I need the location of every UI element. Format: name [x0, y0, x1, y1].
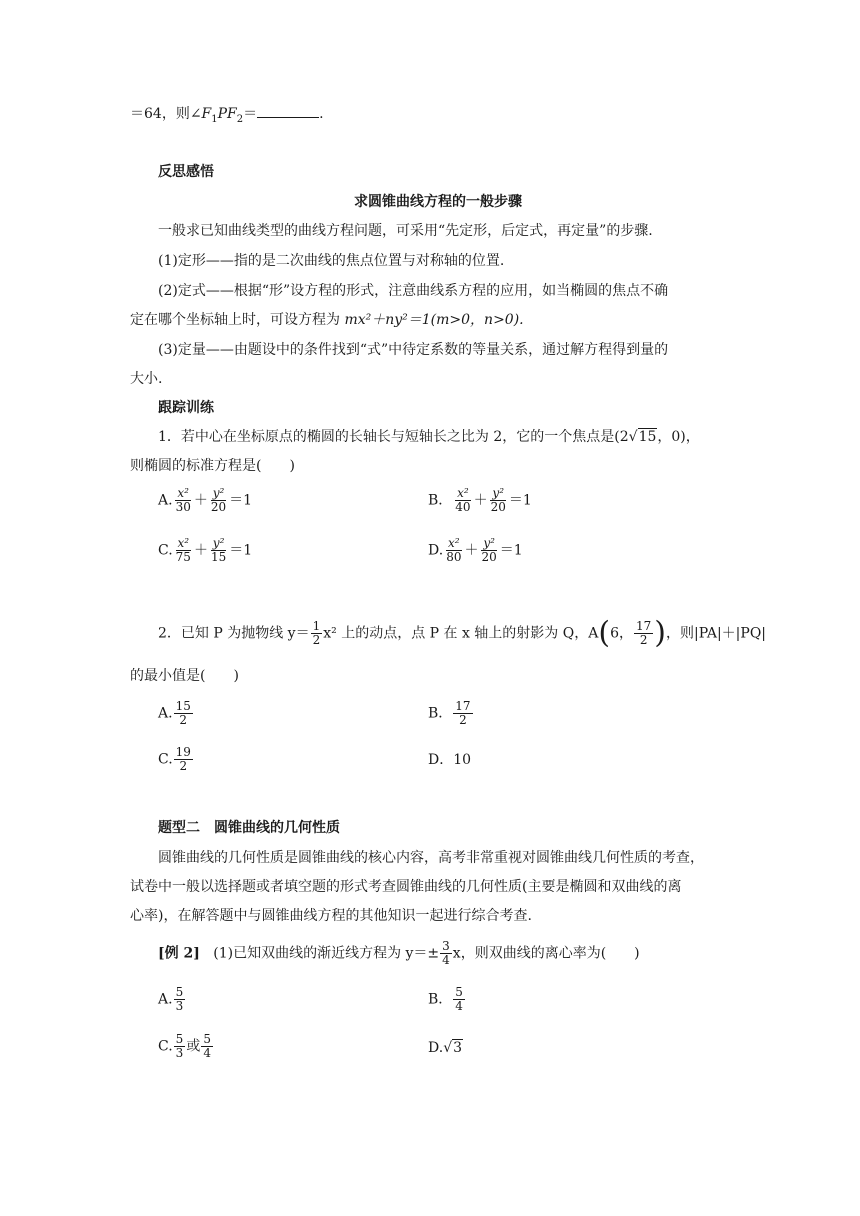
text: (1)已知双曲线的渐近线方程为 y＝±: [213, 945, 440, 962]
den: 4: [455, 999, 463, 1013]
text: 2．已知 P 为抛物线 y＝: [158, 625, 310, 642]
reflection-heading: 反思感悟: [158, 164, 214, 180]
text: PF: [217, 106, 237, 122]
den: 40: [455, 500, 471, 514]
bracket: ): [654, 615, 666, 651]
paragraph: [130, 311, 524, 329]
label: A.: [158, 991, 173, 1008]
den: 15: [210, 550, 227, 564]
den: 20: [481, 550, 497, 564]
num: 17: [455, 699, 471, 713]
section-heading: 题型二 圆锥曲线的几何性质: [158, 820, 340, 836]
text: 或: [186, 1038, 201, 1055]
fraction: [444, 537, 463, 564]
den: 30: [175, 500, 191, 514]
bracket: (: [598, 615, 611, 651]
fraction: [174, 537, 193, 564]
fraction: [311, 620, 323, 647]
num: x²: [177, 536, 190, 550]
paragraph: 大小.: [130, 371, 163, 387]
num: 19: [175, 745, 191, 759]
num: 3: [442, 939, 450, 953]
text: x，则双曲线的离心率为( ): [452, 945, 640, 962]
fraction: [479, 537, 498, 564]
label: C.: [158, 1038, 173, 1055]
label: A.: [158, 492, 173, 509]
den: 2: [179, 713, 188, 727]
fraction: [453, 700, 472, 727]
value: 10: [453, 752, 472, 768]
question-2-stem-2: 的最小值是( ): [130, 668, 239, 684]
fraction: [174, 700, 193, 727]
paragraph: (2)定式——根据“形”设方程的形式，注意曲线系方程的应用，如当椭圆的焦点不确: [158, 283, 669, 299]
fraction: [634, 620, 653, 647]
paragraph: 圆锥曲线的几何性质是圆锥曲线的核心内容，高考非常重视对圆锥曲线几何性质的考查，: [158, 850, 704, 866]
question-1-stem: 1．若中心在坐标原点的椭圆的长轴长与短轴长之比为 2，它的一个焦点是(2√15，0)，: [158, 429, 700, 445]
text: ，则|PA|＋|PQ|: [666, 625, 767, 642]
q2-option-b[interactable]: [428, 700, 474, 727]
text: 6，: [610, 625, 633, 642]
num: 5: [175, 985, 184, 999]
fraction: [174, 1033, 186, 1060]
op: ＋: [193, 492, 208, 509]
q2-option-c[interactable]: [158, 746, 194, 773]
num: y²: [212, 486, 225, 500]
q2-option-d[interactable]: [428, 751, 471, 769]
fraction: [174, 487, 193, 514]
example-2-stem: [158, 940, 640, 967]
num: 1: [312, 619, 321, 633]
fraction: [209, 487, 228, 514]
label: C.: [158, 751, 173, 768]
den: 4: [203, 1046, 211, 1060]
text: ＝: [243, 106, 258, 122]
q1-option-d[interactable]: [428, 537, 523, 564]
paragraph: 心率)，在解答题中与圆锥曲线方程的其他知识一起进行综合考查.: [130, 908, 532, 924]
label: A.: [158, 705, 173, 722]
num: 15: [175, 699, 191, 713]
ex2-option-b[interactable]: [428, 986, 466, 1013]
num: 17: [636, 619, 652, 633]
den: 2: [459, 713, 467, 727]
answer-blank: [257, 105, 319, 118]
text: F: [201, 106, 212, 122]
ex2-option-c[interactable]: [158, 1033, 214, 1060]
eq: ＝1: [229, 542, 253, 559]
den: 4: [442, 953, 450, 967]
eq: ＝1: [229, 492, 253, 509]
q1-option-b[interactable]: [428, 487, 532, 514]
num: y²: [483, 536, 495, 550]
q2-option-a[interactable]: [158, 700, 194, 727]
paragraph: 试卷中一般以选择题或者填空题的形式考查圆锥曲线的几何性质(主要是椭圆和双曲线的离: [130, 879, 682, 895]
sqrt: 15: [638, 429, 657, 445]
training-heading: 跟踪训练: [158, 400, 214, 416]
den: 75: [175, 550, 191, 564]
reflection-title: 求圆锥曲线方程的一般步骤: [354, 194, 522, 210]
sqrt: 3: [453, 1040, 463, 1056]
label: D．: [428, 752, 454, 768]
fraction: [201, 1033, 213, 1060]
text: 1．若中心在坐标原点的椭圆的长轴长与短轴长之比为 2，它的一个焦点是(2: [158, 429, 629, 445]
den: 3: [175, 1046, 184, 1060]
num: 5: [203, 1032, 211, 1046]
num: x²: [177, 486, 189, 500]
text: 2: [236, 113, 244, 125]
den: 2: [179, 759, 188, 773]
den: 20: [490, 500, 506, 514]
fraction: [453, 986, 465, 1013]
den: 2: [312, 633, 321, 647]
question-1-stem-2: 则椭圆的标准方程是( ): [130, 458, 295, 474]
num: y²: [212, 536, 225, 550]
num: x²: [448, 536, 460, 550]
q1-option-c[interactable]: [158, 537, 252, 564]
num: 5: [455, 985, 463, 999]
op: ＋: [473, 492, 488, 509]
previous-problem-tail: [130, 105, 324, 129]
fraction: [174, 746, 193, 773]
text: ，0)，: [657, 429, 700, 445]
ex2-option-a[interactable]: [158, 986, 186, 1013]
den: 80: [446, 550, 462, 564]
paragraph: (1)定形——指的是二次曲线的焦点位置与对称轴的位置.: [158, 253, 505, 269]
text: ＝64，则∠: [130, 106, 202, 122]
label: B．: [428, 705, 453, 722]
op: ＋: [193, 542, 208, 559]
label: D.: [428, 1040, 444, 1056]
den: 3: [175, 999, 184, 1013]
num: x²: [457, 486, 469, 500]
text: 定在哪个坐标轴上时，可设方程为: [130, 312, 345, 328]
label: D.: [428, 542, 444, 559]
example-tag: [例 2]: [158, 945, 200, 962]
q1-option-a[interactable]: [158, 487, 252, 514]
label: B．: [428, 991, 453, 1008]
paragraph: 一般求已知曲线类型的曲线方程问题，可采用“先定形，后定式，再定量”的步骤.: [158, 223, 653, 239]
fraction: [174, 986, 186, 1013]
eq: ＝1: [499, 542, 523, 559]
fraction: [440, 940, 452, 967]
text: .: [319, 106, 324, 122]
question-2-stem: [158, 615, 767, 651]
paragraph: (3)定量——由题设中的条件找到“式”中待定系数的等量关系，通过解方程得到量的: [158, 342, 669, 358]
text: x² 上的动点，点 P 在 x 轴上的射影为 Q，A: [323, 625, 599, 642]
den: 2: [639, 633, 648, 647]
den: 20: [210, 500, 227, 514]
ex2-option-d[interactable]: D.√3: [428, 1040, 463, 1056]
text: 1: [211, 113, 218, 125]
fraction: [453, 487, 472, 514]
eq: ＝1: [508, 492, 532, 509]
label: C.: [158, 542, 173, 559]
op: ＋: [464, 542, 479, 559]
num: y²: [492, 486, 505, 500]
num: 5: [175, 1032, 184, 1046]
fraction: [209, 537, 228, 564]
label: B．: [428, 492, 453, 509]
fraction: [489, 487, 508, 514]
equation: mx²＋ny²＝1(m>0，n>0).: [344, 312, 524, 328]
